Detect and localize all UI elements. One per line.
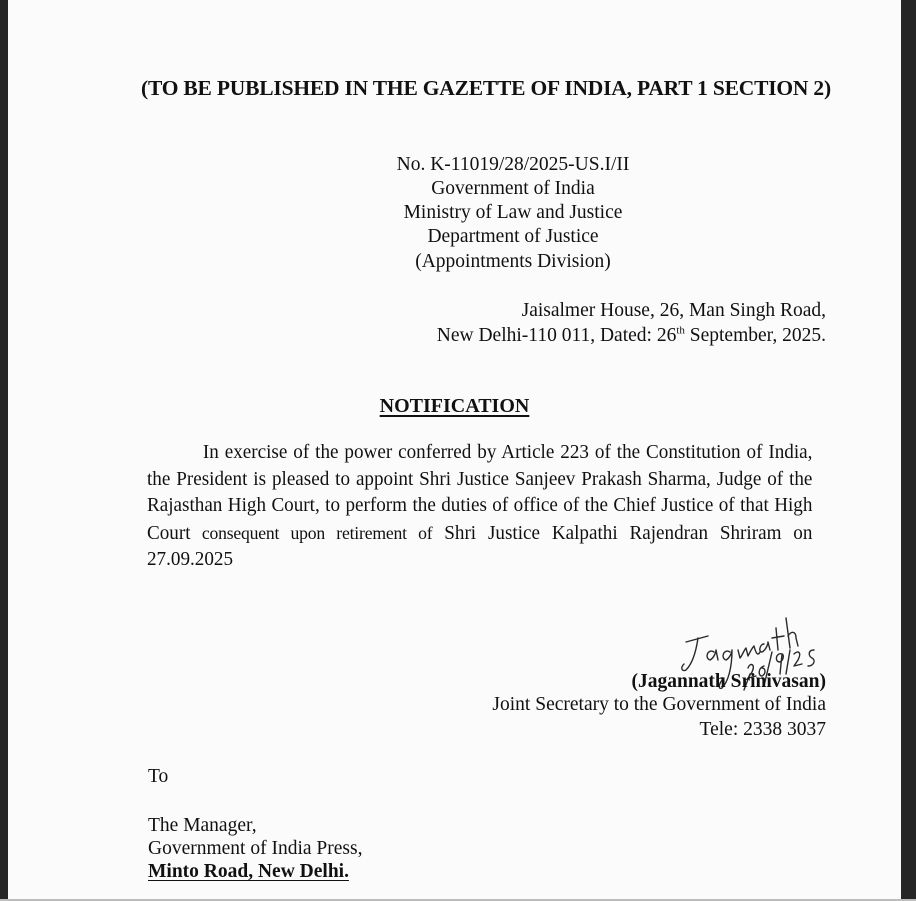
- notification-title: NOTIFICATION: [379, 395, 530, 417]
- address-line-1: Jaisalmer House, 26, Man Singh Road,: [521, 300, 826, 321]
- recipient-line-2: Government of India Press,: [148, 838, 363, 859]
- department-name: Department of Justice: [427, 226, 599, 247]
- signatory-designation: Joint Secretary to the Government of India: [492, 694, 826, 715]
- gazette-heading: (TO BE PUBLISHED IN THE GAZETTE OF INDIA, PART 1 SECTION 2): [141, 76, 831, 100]
- file-number: No. K-11019/28/2025-US.I/II: [396, 154, 630, 175]
- signatory-name: (Jagannath Srinivasan): [631, 671, 826, 692]
- address-date-prefix: New Delhi-110 011, Dated: 26: [436, 325, 677, 346]
- signatory-telephone: Tele: 2338 3037: [699, 719, 826, 740]
- body-text-part-3: Shri Justice Kalpathi Rajendran Shriram on 27.09.2025: [147, 522, 813, 570]
- to-label: To: [148, 766, 169, 787]
- division-name: (Appointments Division): [415, 251, 611, 272]
- address-date-line: [437, 323, 826, 348]
- recipient-line-3: Minto Road, New Delhi.: [148, 861, 349, 882]
- date-superscript: th: [676, 324, 685, 337]
- address-date-suffix: September, 2025.: [684, 325, 826, 346]
- body-text-part-1: In exercise of the power conferred by Article 223 of the Constitution of India, the President is pleased to appoint Shri Justice Sanjeev Prakash Sharma, Judge of the Rajasthan High Court, to perform the duties of office of the Chief Justice of that High Court: [147, 442, 813, 544]
- recipient-line-1: The Manager,: [148, 815, 257, 836]
- notification-body: [147, 440, 812, 574]
- ministry-name: Ministry of Law and Justice: [403, 202, 623, 223]
- government-name: Government of India: [431, 178, 595, 199]
- body-text-part-2: consequent upon retirement of: [190, 522, 433, 543]
- document-page: [8, 0, 901, 899]
